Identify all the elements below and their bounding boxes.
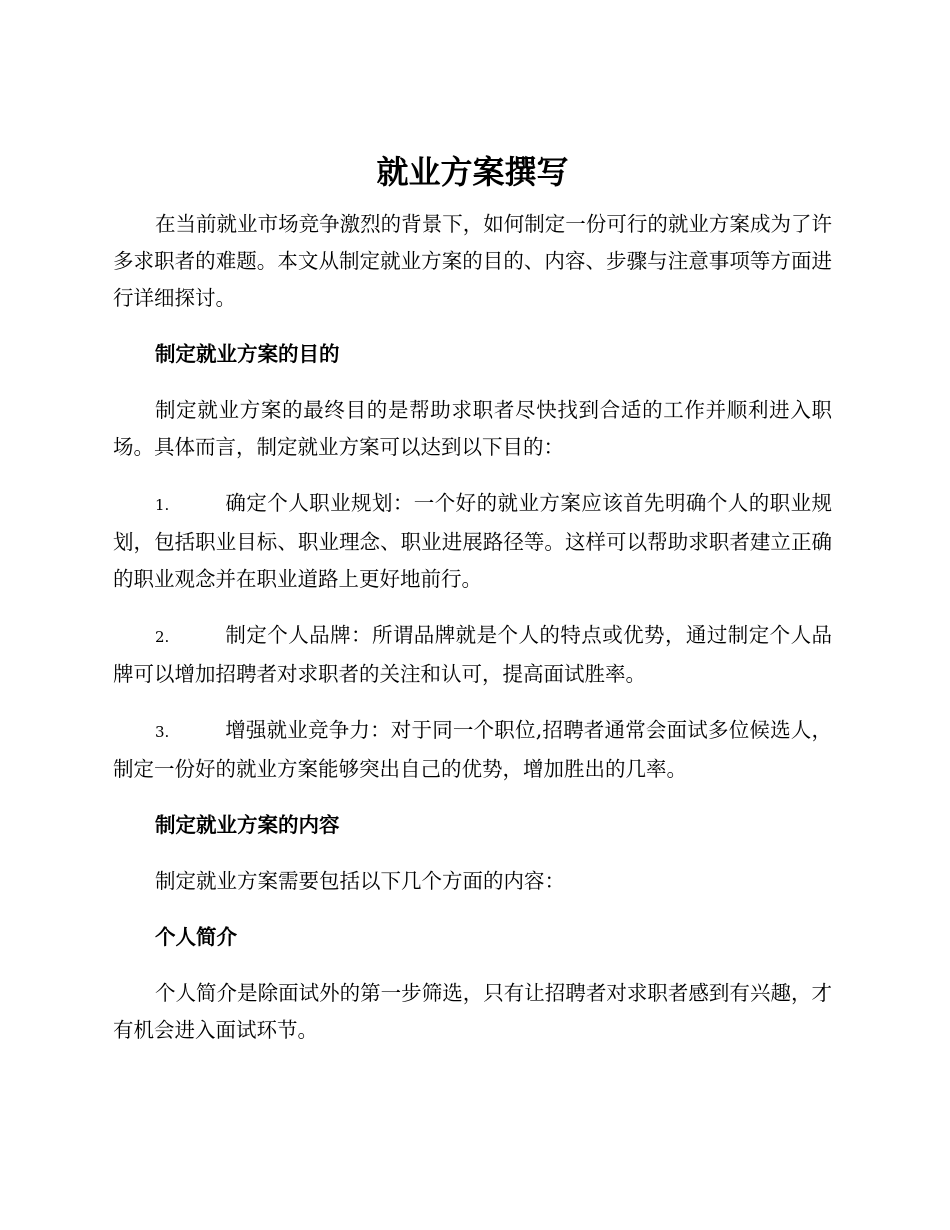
content-paragraph: 制定就业方案需要包括以下几个方面的内容： (155, 869, 565, 893)
intro-paragraph: 在当前就业市场竞争激烈的背景下，如何制定一份可行的就业方案成为了许多求职者的难题。本文从制定就业方案的目的、内容、步骤与注意事项等方面进行详细探讨。 (113, 212, 832, 310)
list-item (113, 485, 832, 598)
list-item (113, 712, 832, 788)
list-item-text: 制定个人品牌：所谓品牌就是个人的特点或优势，通过制定个人品牌可以增加招聘者对求职者的关注和认可，提高面试胜率。 (113, 623, 832, 686)
list-item-number: 1. (155, 496, 170, 514)
section-heading-content: 制定就业方案的内容 (155, 813, 340, 837)
list-item-text: 增强就业竞争力：对于同一个职位,招聘者通常会面试多位候选人，制定一份好的就业方案能够突出自己的优势，增加胜出的几率。 (113, 718, 832, 781)
list-item (113, 617, 832, 693)
list-item-text: 确定个人职业规划：一个好的就业方案应该首先明确个人的职业规划，包括职业目标、职业理念、职业进展路径等。这样可以帮助求职者建立正确的职业观念并在职业道路上更好地前行。 (113, 491, 832, 591)
purpose-paragraph: 制定就业方案的最终目的是帮助求职者尽快找到合适的工作并顺利进入职场。具体而言，制定就业方案可以达到以下目的： (113, 398, 832, 459)
document-title: 就业方案撰写 (376, 153, 569, 191)
section-heading-purpose: 制定就业方案的目的 (155, 342, 340, 366)
section-heading-profile: 个人简介 (155, 925, 237, 949)
profile-paragraph: 个人简介是除面试外的第一步筛选，只有让招聘者对求职者感到有兴趣，才有机会进入面试环节。 (113, 981, 832, 1042)
list-item-number: 3. (155, 723, 170, 741)
list-item-number: 2. (155, 628, 170, 646)
